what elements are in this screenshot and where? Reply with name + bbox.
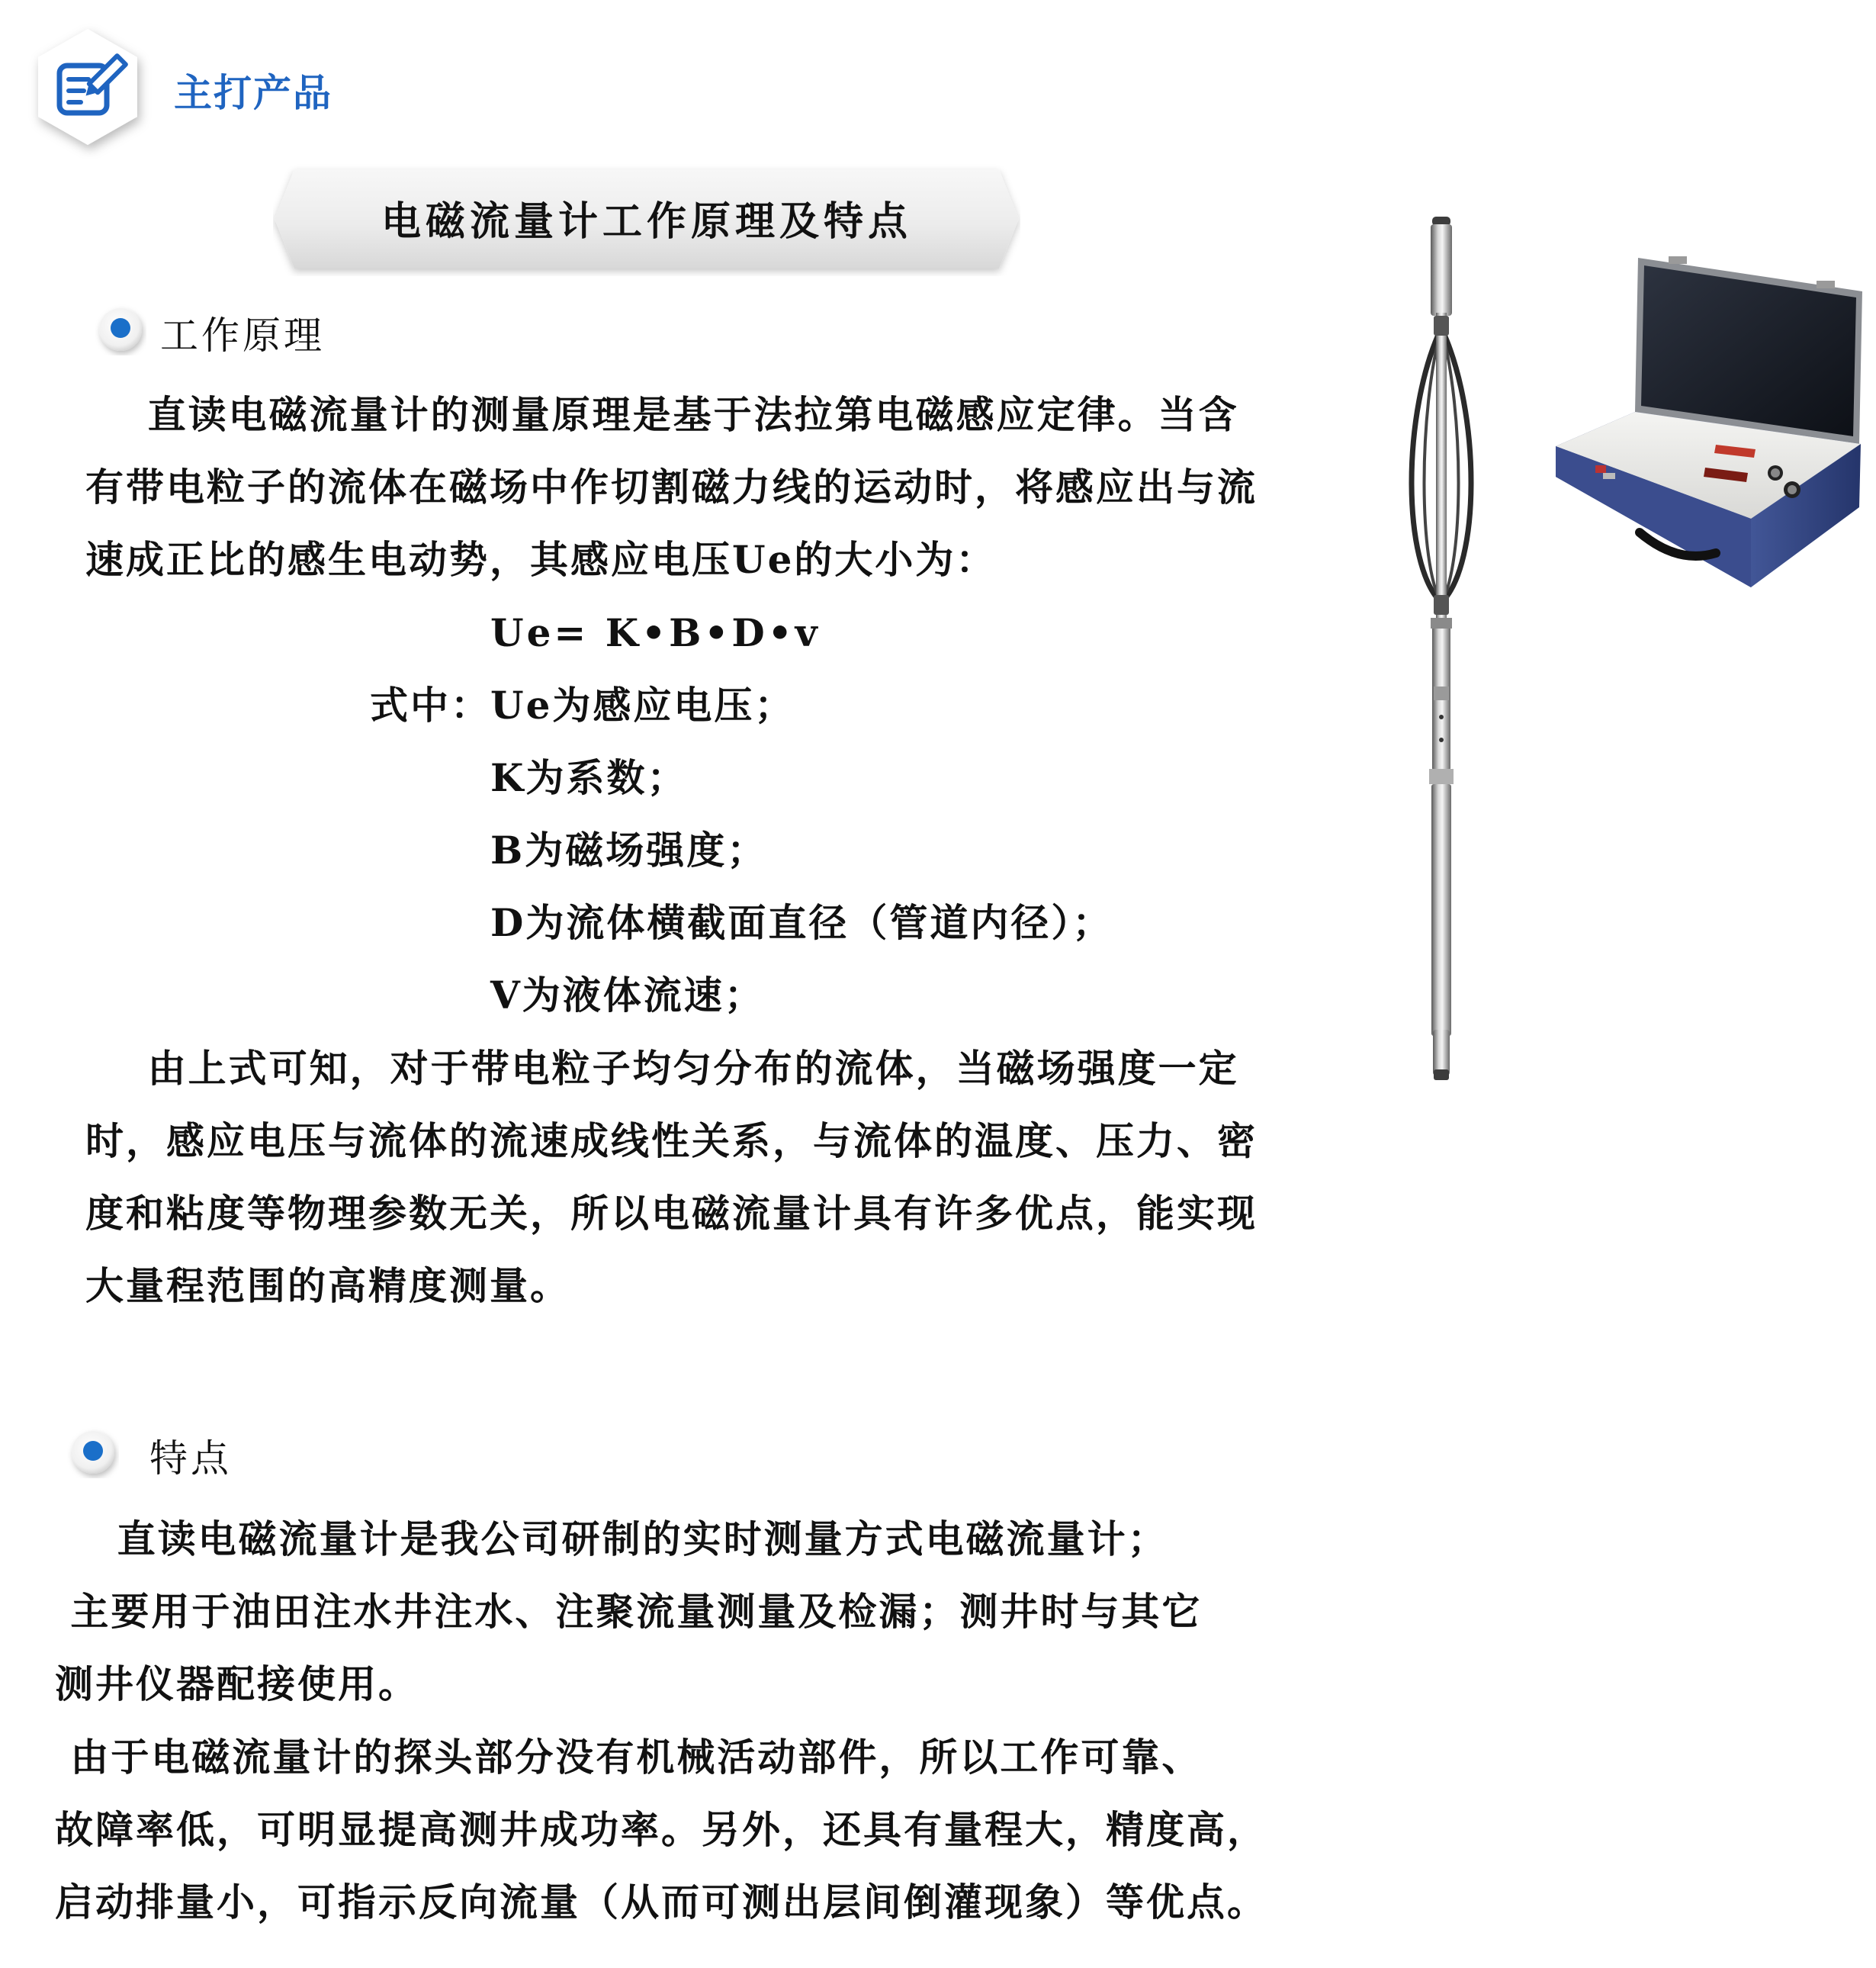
definition-item: B为磁场强度；	[490, 828, 768, 873]
principle-intro-line: 有带电粒子的流体在磁场中作切割磁力线的运动时，将感应出与流	[85, 465, 1258, 510]
bullet-principle	[93, 304, 151, 362]
banner-title: 电磁流量计工作原理及特点	[381, 198, 912, 245]
page-title: 主打产品	[174, 71, 332, 115]
blue-dot-icon	[66, 1426, 124, 1484]
header-badge	[23, 21, 153, 159]
bullet-features	[66, 1426, 124, 1484]
features-line: 主要用于油田注水井注水、注聚流量测量及检漏；测井时与其它	[55, 1589, 1203, 1634]
formula: Ue= K•B•D•v	[490, 610, 821, 655]
principle-conclusion-line: 大量程范围的高精度测量。	[85, 1263, 570, 1308]
features-line: 启动排量小，可指示反向流量（从而可测出层间倒灌现象）等优点。	[55, 1880, 1267, 1925]
principle-conclusion-line: 度和粘度等物理参数无关，所以电磁流量计具有许多优点，能实现	[85, 1191, 1258, 1236]
features-line: 测井仪器配接使用。	[55, 1661, 419, 1706]
principle-intro-line: 速成正比的感生电动势，其感应电压Ue的大小为：	[85, 537, 997, 582]
section-heading-features: 特点	[149, 1436, 232, 1481]
where-label: 式中：	[370, 683, 491, 728]
features-line: 故障率低，可明显提高测井成功率。另外，还具有量程大，精度高，	[55, 1807, 1267, 1852]
principle-intro-line: 直读电磁流量计的测量原理是基于法拉第电磁感应定律。当含	[85, 392, 1239, 437]
definition-item: K为系数；	[490, 755, 688, 800]
definition-item: V为液体流速；	[490, 973, 765, 1018]
section-heading-principle: 工作原理	[160, 314, 325, 358]
edit-document-icon	[23, 21, 153, 159]
flowmeter-readout-case-image	[1533, 244, 1876, 595]
features-line: 直读电磁流量计是我公司研制的实时测量方式电磁流量计；	[55, 1516, 1168, 1561]
principle-conclusion-line: 时，感应电压与流体的流速成线性关系，与流体的温度、压力、密	[85, 1118, 1258, 1163]
blue-dot-icon	[93, 304, 151, 362]
flowmeter-probe-image	[1396, 214, 1487, 1083]
principle-conclusion-line: 由上式可知，对于带电粒子均匀分布的流体，当磁场强度一定	[85, 1046, 1239, 1091]
features-line: 由于电磁流量计的探头部分没有机械活动部件，所以工作可靠、	[55, 1735, 1203, 1780]
definition-item: D为流体横截面直径（管道内径）；	[490, 900, 1113, 945]
definition-item: Ue为感应电压；	[490, 683, 795, 728]
